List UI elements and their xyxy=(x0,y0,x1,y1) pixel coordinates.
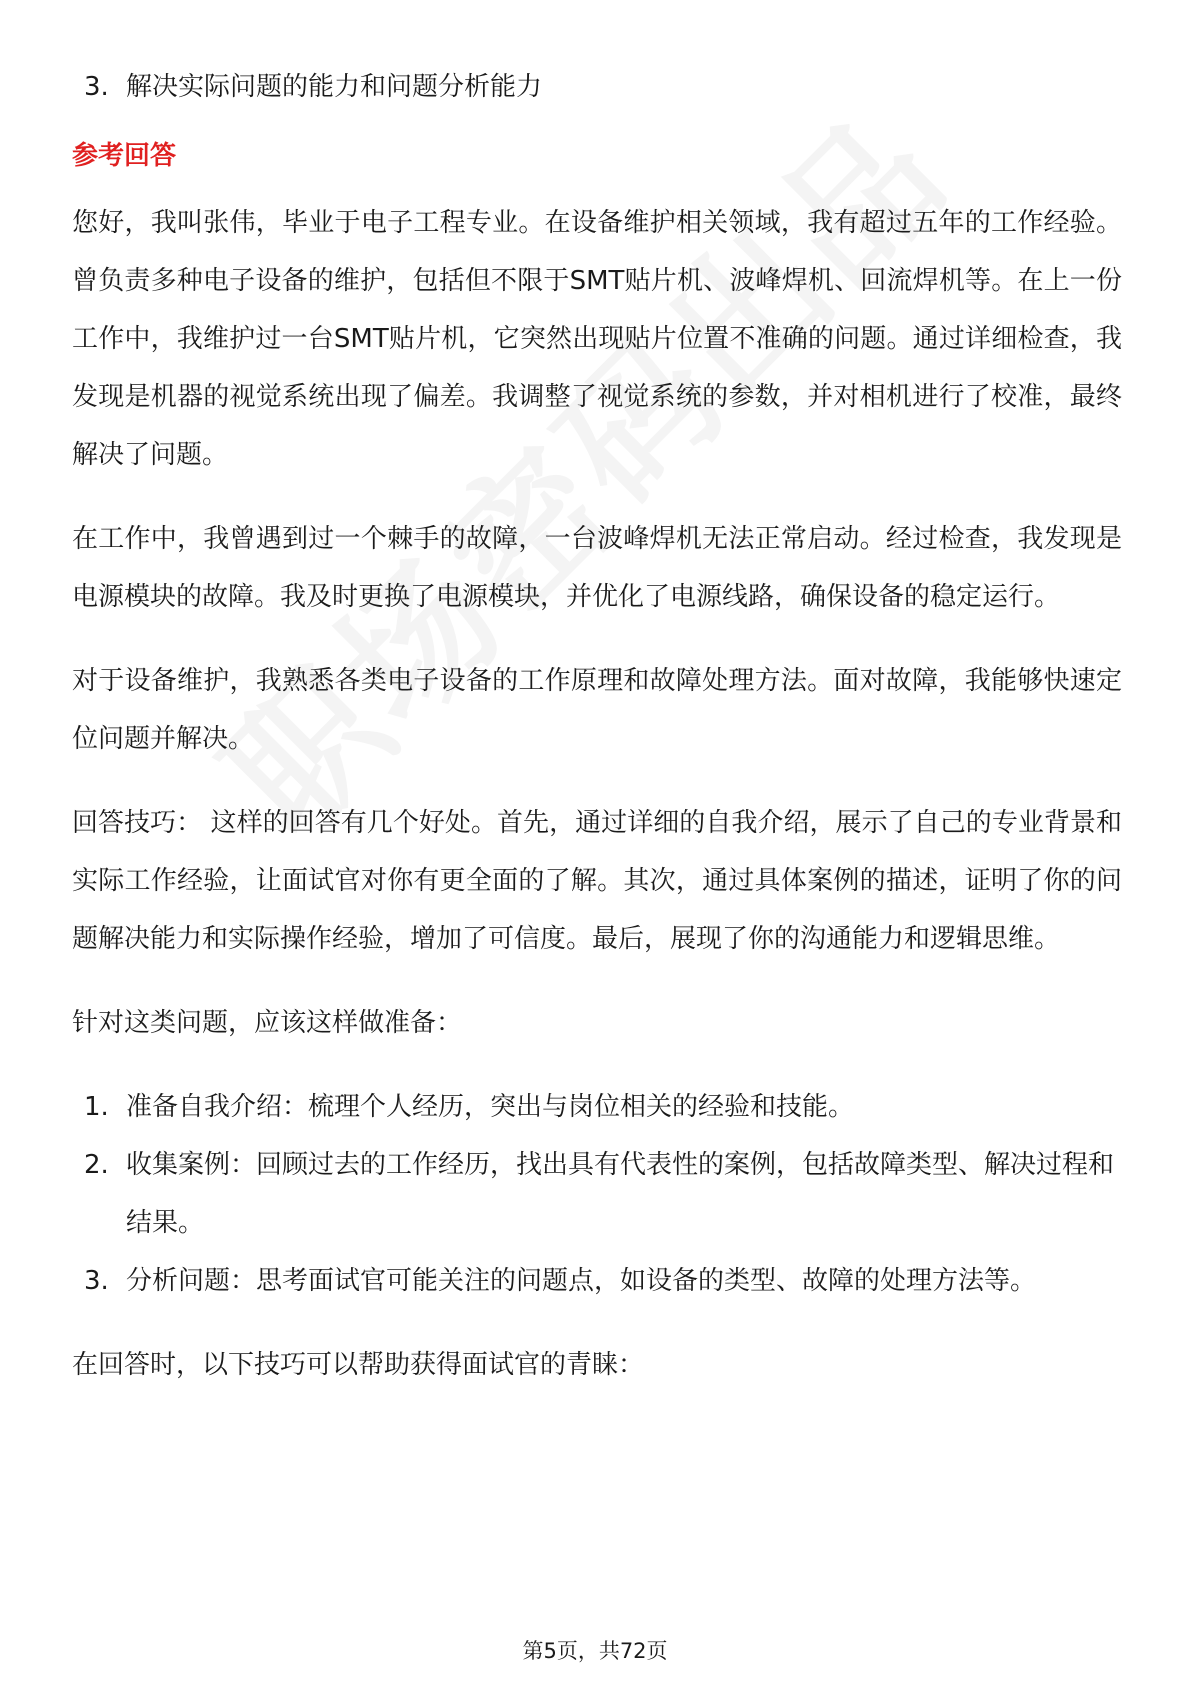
list-item-text: 解决实际问题的能力和问题分析能力 xyxy=(126,72,543,102)
document-body xyxy=(72,58,1122,1420)
list-number: 2. xyxy=(84,1150,109,1180)
list-number: 3. xyxy=(84,72,109,102)
paragraph-fault-case: 在工作中，我曾遇到过一个棘手的故障，一台波峰焊机无法正常启动。经过检查，我发现是电源模块的故障。我及时更换了电源模块，并优化了电源线路，确保设备的稳定运行。 xyxy=(72,524,1122,612)
paragraph-closing: 在回答时，以下技巧可以帮助获得面试官的青睐： xyxy=(72,1350,645,1380)
list-item xyxy=(72,58,1122,116)
list-item-text: 收集案例：回顾过去的工作经历，找出具有代表性的案例，包括故障类型、解决过程和结果。 xyxy=(126,1150,1115,1238)
list-item-text: 分析问题：思考面试官可能关注的问题点，如设备的类型、故障的处理方法等。 xyxy=(126,1266,1037,1296)
section-heading: 参考回答 xyxy=(72,141,177,171)
list-number: 3. xyxy=(84,1266,109,1296)
list-number: 1. xyxy=(84,1092,109,1122)
list-item-text: 准备自我介绍：梳理个人经历，突出与岗位相关的经验和技能。 xyxy=(126,1092,855,1122)
paragraph-answer-tips: 回答技巧： 这样的回答有几个好处。首先，通过详细的自我介绍，展示了自己的专业背景和实际工作经验，让面试官对你有更全面的了解。其次，通过具体案例的描述，证明了你的问题解决能力和实际操作经验，增加了可信度。最后，展现了你的沟通能力和逻辑思维。 xyxy=(72,808,1122,954)
list-item xyxy=(72,1078,1122,1136)
list-item xyxy=(72,1252,1122,1310)
paragraph-maintenance: 对于设备维护，我熟悉各类电子设备的工作原理和故障处理方法。面对故障，我能够快速定位问题并解决。 xyxy=(72,666,1122,754)
prep-list xyxy=(72,1078,1122,1310)
list-item xyxy=(72,1136,1122,1252)
paragraph-preparation: 针对这类问题，应该这样做准备： xyxy=(72,1008,463,1038)
page-footer: 第5页，共72页 xyxy=(522,1639,668,1663)
paragraph-intro: 您好，我叫张伟，毕业于电子工程专业。在设备维护相关领域，我有超过五年的工作经验。曾负责多种电子设备的维护，包括但不限于SMT贴片机、波峰焊机、回流焊机等。在上一份工作中，我维护过一台SMT贴片机，它突然出现贴片位置不准确的问题。通过详细检查，我发现是机器的视觉系统出现了偏差。我调整了视觉系统的参数，并对相机进行了校准，最终解决了问题。 xyxy=(72,208,1122,470)
